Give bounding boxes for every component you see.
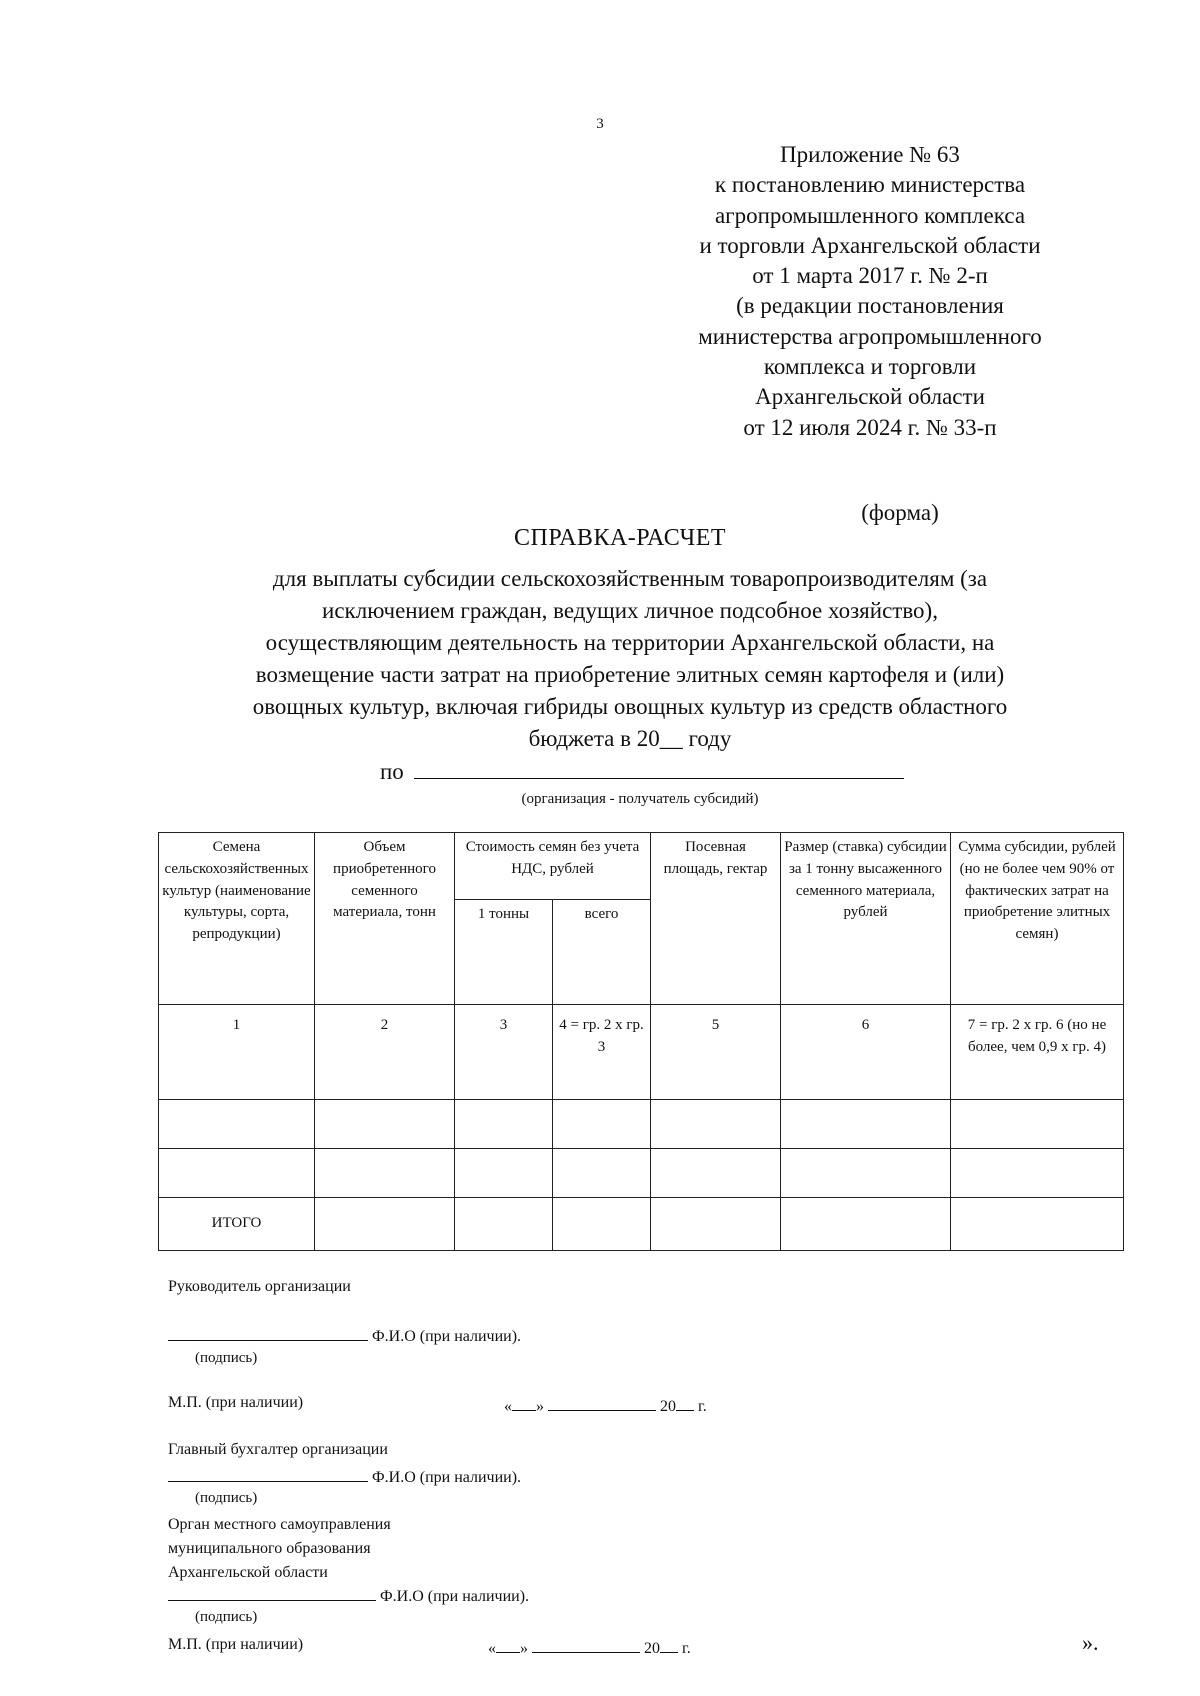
appendix-line: от 1 марта 2017 г. № 2-п — [752, 263, 988, 289]
signature-caption: (подпись) — [195, 1609, 258, 1625]
appendix-line: к постановлению министерства — [714, 172, 1026, 198]
form-label: (форма) — [861, 500, 939, 525]
table-cell[interactable] — [651, 1198, 781, 1251]
date-month-field[interactable] — [532, 1636, 640, 1653]
table-row — [159, 1100, 1124, 1149]
total-row — [159, 1198, 1124, 1251]
document-subtitle — [160, 563, 1100, 755]
column-number: 6 — [781, 1005, 951, 1100]
municipal-title-line: Орган местного самоуправления — [168, 1516, 391, 1533]
appendix-line: Приложение № 63 — [780, 142, 960, 167]
accountant-title: Главный бухгалтер организации — [168, 1441, 388, 1458]
date-day-field[interactable] — [512, 1394, 536, 1411]
subtitle-line: для выплаты субсидии сельскохозяйственным товаропроизводителям (за — [272, 566, 988, 591]
column-numbering-row — [159, 1005, 1124, 1100]
table-cell[interactable] — [455, 1198, 553, 1251]
table-cell[interactable] — [159, 1149, 315, 1198]
fio-label: Ф.И.О (при наличии). — [372, 1328, 522, 1345]
page-number: 3 — [596, 116, 604, 132]
table-cell[interactable] — [781, 1100, 951, 1149]
date-row — [504, 1394, 707, 1416]
date-month-field[interactable] — [548, 1394, 656, 1411]
appendix-line: Архангельской области — [755, 384, 985, 410]
subtitle-line: возмещение части затрат на приобретение элитных семян картофеля и (или) — [255, 662, 1005, 687]
table-cell[interactable] — [781, 1198, 951, 1251]
municipal-title-line: муниципального образования — [168, 1540, 371, 1557]
accountant-signature-row — [168, 1465, 521, 1487]
municipal-title-line: Архангельской области — [168, 1564, 328, 1581]
appendix-line: министерства агропромышленного — [698, 323, 1042, 349]
table-cell[interactable] — [951, 1100, 1124, 1149]
appendix-line: от 12 июля 2024 г. № 33-п — [743, 414, 997, 440]
date-quote-close: » — [536, 1398, 544, 1415]
column-number: 7 = гр. 2 х гр. 6 (но не более, чем 0,9 х гр. 4) — [951, 1005, 1124, 1100]
document-title: СПРАВКА-РАСЧЕТ — [513, 525, 727, 551]
header-cost-total: всего — [553, 900, 651, 1005]
appendix-line: (в редакции постановления — [736, 293, 1004, 319]
closing-quote: ». — [1082, 1630, 1099, 1655]
header-seeds: Семена сельскохозяйственных культур (наименование культуры, сорта, репродукции) — [159, 833, 315, 1005]
accountant-signature-field[interactable] — [168, 1465, 368, 1482]
date-day-field[interactable] — [496, 1636, 520, 1653]
subtitle-line: овощных культур, включая гибриды овощных культур из средств областного — [252, 694, 1008, 719]
date-row — [488, 1636, 691, 1658]
signature-caption: (подпись) — [195, 1490, 258, 1506]
fio-label: Ф.И.О (при наличии). — [372, 1469, 522, 1486]
table-cell[interactable] — [951, 1149, 1124, 1198]
calculation-table — [158, 832, 1124, 1251]
table-cell[interactable] — [315, 1100, 455, 1149]
year-suffix: г. — [698, 1398, 707, 1415]
po-label: по — [380, 759, 404, 784]
appendix-header — [640, 140, 1100, 443]
table-cell[interactable] — [159, 1100, 315, 1149]
table-cell[interactable] — [781, 1149, 951, 1198]
table-cell[interactable] — [553, 1100, 651, 1149]
table-cell[interactable] — [455, 1149, 553, 1198]
header-area: Посевная площадь, гектар — [651, 833, 781, 1005]
table-row — [159, 1149, 1124, 1198]
column-number: 5 — [651, 1005, 781, 1100]
table-cell[interactable] — [315, 1149, 455, 1198]
municipal-signature-row — [168, 1584, 529, 1606]
organization-line — [380, 758, 910, 785]
subtitle-line: осуществляющим деятельность на территории Архангельской области, на — [265, 630, 995, 655]
header-cost-group: Стоимость семян без учета НДС, рублей — [455, 833, 651, 900]
table-cell[interactable] — [315, 1198, 455, 1251]
date-quote-open: « — [488, 1640, 496, 1657]
header-subsidy-sum: Сумма субсидии, рублей (но не более чем 90% от фактических затрат на приобретение элитных семян) — [951, 833, 1124, 1005]
head-signature-field[interactable] — [168, 1324, 368, 1341]
header-cost-per-ton: 1 тонны — [455, 900, 553, 1005]
column-number: 1 — [159, 1005, 315, 1100]
date-quote-close: » — [520, 1640, 528, 1657]
municipal-signature-field[interactable] — [168, 1584, 376, 1601]
header-volume: Объем приобретенного семенного материала, тонн — [315, 833, 455, 1005]
subtitle-line: исключением граждан, ведущих личное подсобное хозяйство), — [322, 598, 938, 623]
appendix-line: агропромышленного комплекса — [714, 202, 1026, 228]
stamp-label: М.П. (при наличии) — [168, 1394, 304, 1411]
total-label: ИТОГО — [159, 1198, 315, 1251]
column-number: 2 — [315, 1005, 455, 1100]
organization-field[interactable] — [414, 758, 904, 779]
table-cell[interactable] — [553, 1198, 651, 1251]
subtitle-line: бюджета в 20__ году — [528, 726, 732, 751]
organization-caption: (организация - получатель субсидий) — [521, 791, 759, 807]
appendix-line: комплекса и торговли — [763, 354, 977, 380]
stamp-label: М.П. (при наличии) — [168, 1636, 304, 1653]
head-title: Руководитель организации — [168, 1278, 351, 1295]
date-year-field[interactable] — [660, 1636, 678, 1653]
table-cell[interactable] — [455, 1100, 553, 1149]
header-rate: Размер (ставка) субсидии за 1 тонну высаженного семенного материала, рублей — [781, 833, 951, 1005]
date-year-field[interactable] — [676, 1394, 694, 1411]
table-cell[interactable] — [651, 1149, 781, 1198]
table-cell[interactable] — [651, 1100, 781, 1149]
signature-caption: (подпись) — [195, 1350, 258, 1366]
table-cell[interactable] — [951, 1198, 1124, 1251]
head-signature-row — [168, 1324, 521, 1346]
table-cell[interactable] — [553, 1149, 651, 1198]
year-prefix: 20 — [644, 1640, 660, 1657]
year-prefix: 20 — [660, 1398, 676, 1415]
year-suffix: г. — [682, 1640, 691, 1657]
fio-label: Ф.И.О (при наличии). — [380, 1588, 530, 1605]
date-quote-open: « — [504, 1398, 512, 1415]
appendix-line: и торговли Архангельской области — [699, 232, 1041, 258]
column-number: 3 — [455, 1005, 553, 1100]
municipal-title — [168, 1513, 391, 1585]
column-number: 4 = гр. 2 x гр. 3 — [553, 1005, 651, 1100]
